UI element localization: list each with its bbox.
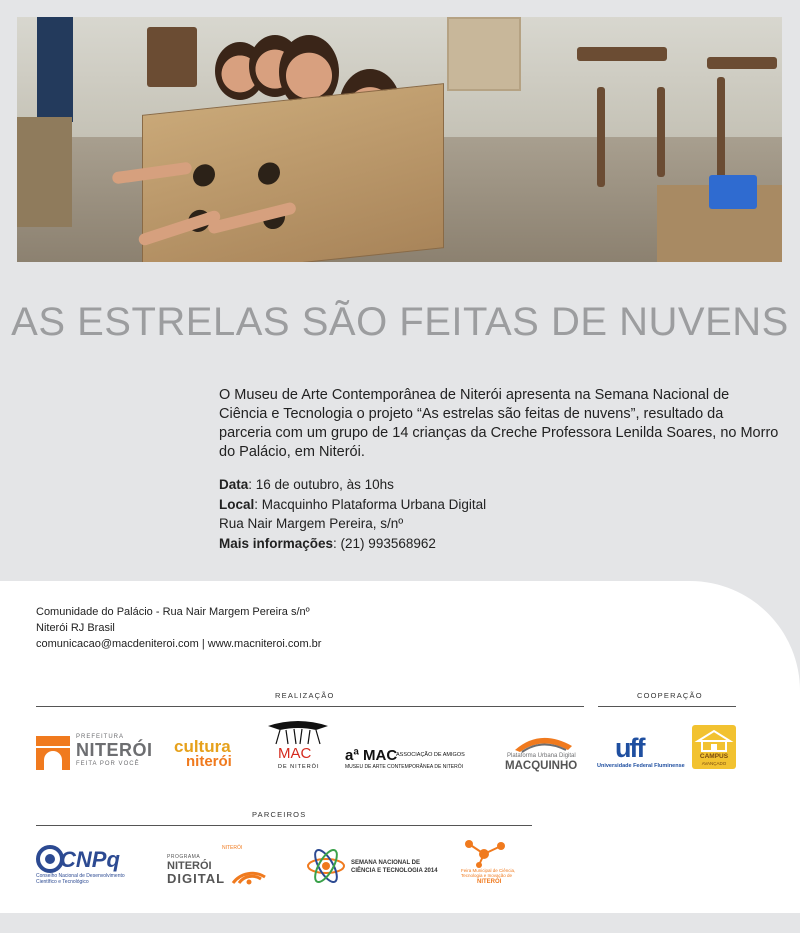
mac-sub-text: DE NITERÓI	[278, 764, 320, 770]
mac-building-icon	[266, 720, 330, 746]
info-row	[219, 534, 779, 554]
cnpq-logo	[36, 845, 146, 885]
intro-paragraph: O Museu de Arte Contemporânea de Niterói apresenta na Semana Nacional de Ciência e Tecnologia o projeto “As estrelas são feitas de nuvens”, resultado da parceria com um grupo de 14 crianças da Creche Professora Lenilda Soares, no Morro do Palácio, em Niterói.	[219, 387, 779, 460]
uff-sub-text: Universidade Federal Fluminense	[597, 763, 685, 769]
photo-chair	[717, 77, 725, 187]
amigos-main-text: aª MAC	[345, 747, 398, 764]
realizacao-label: REALIZAÇÃO	[275, 691, 335, 700]
photo-adult-legs	[37, 17, 73, 122]
hero-photo	[17, 17, 782, 262]
contact-links[interactable]: comunicacao@macdeniteroi.com | www.macniteroi.com.br	[36, 638, 322, 650]
prefeitura-sub-text: FEITA POR VOCÊ	[76, 761, 140, 767]
cultura-niteroi-logo	[174, 737, 254, 773]
parceiros-rule	[36, 825, 532, 826]
campus-line2: AVANÇADO	[701, 761, 727, 766]
mac-main-text: MAC	[278, 745, 312, 762]
digital-programa-text: PROGRAMA	[167, 854, 201, 860]
date-label: Data	[219, 477, 249, 492]
photo-chair	[577, 47, 667, 61]
parceiros-label: PARCEIROS	[252, 810, 307, 819]
semana-nacional-logo	[305, 845, 438, 887]
macquinho-main-text: MACQUINHO	[505, 760, 578, 772]
address-line: Comunidade do Palácio - Rua Nair Margem Pereira s/nº	[36, 606, 310, 618]
macquinho-top-text: Plataforma Urbana Digital	[507, 753, 576, 759]
feira-line1: Feira Municipal de Ciência,	[461, 868, 516, 873]
semana-line2: CIÊNCIA E TECNOLOGIA 2014	[351, 868, 438, 874]
feira-municipal-logo	[453, 838, 535, 888]
macquinho-logo	[505, 730, 585, 774]
date-row	[219, 475, 779, 495]
info-label: Mais informações	[219, 535, 334, 551]
photo-chair	[597, 87, 605, 187]
photo-door	[447, 17, 521, 91]
cnpq-sub2: Científico e Tecnológico	[36, 879, 89, 885]
digital-line3: DIGITAL	[167, 871, 226, 886]
cultura-bottom-text: niterói	[186, 753, 232, 770]
prefeitura-niteroi-logo	[36, 732, 151, 772]
place-label: Local	[219, 496, 255, 512]
realizacao-rule	[36, 706, 584, 707]
semana-line1: SEMANA NACIONAL DE	[351, 860, 421, 866]
feira-line2: Tecnologia e Inovação de	[461, 873, 513, 878]
campus-avancado-logo	[692, 725, 736, 769]
atom-icon	[305, 845, 347, 887]
date-value: : 16 de outubro, às 10hs	[248, 477, 394, 492]
cooperacao-label: COOPERAÇÃO	[637, 691, 703, 700]
photo-left-boxes	[17, 117, 72, 227]
mac-niteroi-logo	[266, 720, 330, 774]
amigos-line2: MUSEU DE ARTE CONTEMPORÂNEA DE NITERÓI	[345, 764, 463, 770]
place-value: : Macquinho Plataforma Urbana Digital	[254, 496, 487, 512]
cnpq-main-text: CNPq	[60, 847, 120, 872]
address-city: Niterói RJ Brasil	[36, 622, 115, 634]
feira-line3: NITERÓI	[477, 879, 502, 885]
photo-chair	[707, 57, 777, 69]
footer-address	[36, 604, 321, 652]
place-row	[219, 495, 779, 515]
network-molecule-icon	[459, 838, 509, 868]
photo-chair	[147, 27, 197, 87]
prefeitura-top-text: PREFEITURA	[76, 734, 125, 740]
digital-top-text: NITERÓI	[222, 845, 243, 851]
wifi-signal-icon	[231, 855, 267, 885]
prefeitura-main-text: NITERÓI	[76, 740, 153, 760]
photo-blue-tray	[709, 175, 757, 209]
macquinho-roof-icon	[510, 730, 580, 754]
cooperacao-rule	[598, 706, 736, 707]
page-title: AS ESTRELAS SÃO FEITAS DE NUVENS	[11, 300, 789, 344]
uff-logo	[597, 734, 687, 772]
amigos-line1: ASSOCIAÇÃO DE AMIGOS	[396, 752, 465, 758]
campus-building-icon	[692, 727, 736, 753]
uff-main-text: uff	[615, 733, 644, 763]
info-value: : (21) 993568962	[333, 535, 436, 551]
street-row: Rua Nair Margem Pereira, s/nº	[219, 516, 404, 531]
digital-line2: NITERÓI	[167, 860, 212, 872]
prefeitura-arch-icon	[36, 736, 70, 770]
cultura-top-text: cultura	[174, 737, 231, 756]
event-details	[219, 475, 779, 553]
photo-box-hole	[193, 163, 215, 187]
amigos-mac-logo	[345, 747, 485, 773]
cnpq-sub1: Conselho Nacional de Desenvolvimento	[36, 873, 125, 879]
niteroi-digital-logo	[165, 845, 270, 887]
campus-line1: CAMPUS	[699, 753, 729, 760]
photo-box-hole	[258, 161, 280, 185]
photo-chair	[657, 87, 665, 177]
